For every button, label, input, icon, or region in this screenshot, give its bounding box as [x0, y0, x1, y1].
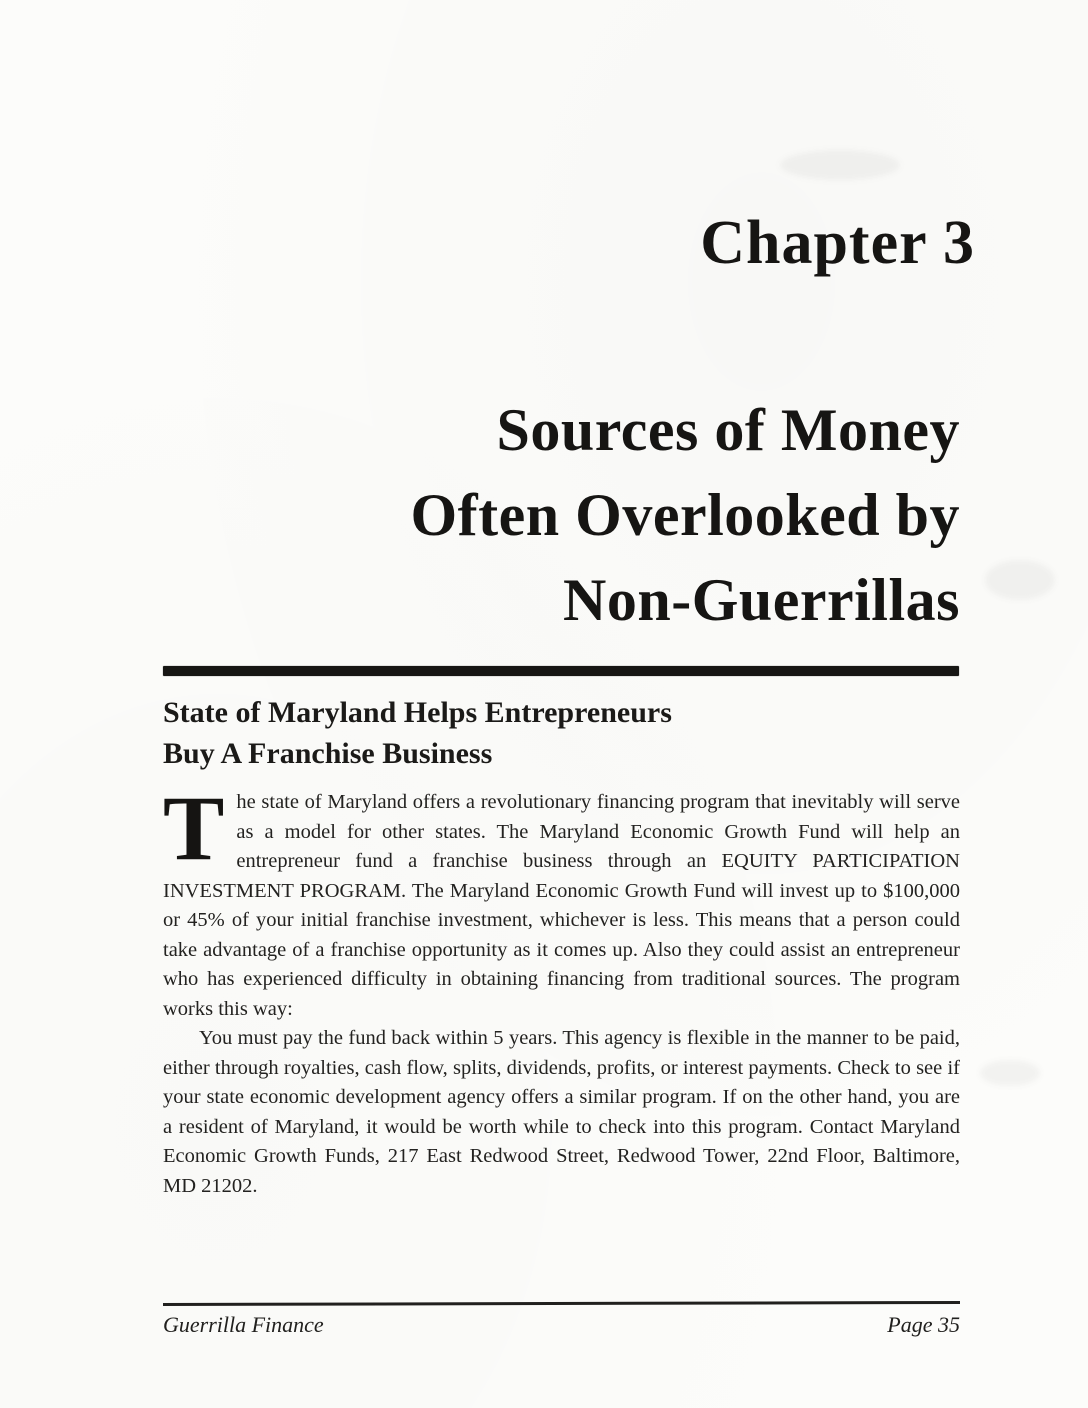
chapter-title-line-2: Often Overlooked by [410, 482, 960, 548]
chapter-label: Chapter 3 [700, 209, 975, 277]
chapter-title-line-3: Non-Guerrillas [563, 567, 960, 633]
chapter-title-line-1: Sources of Money [496, 397, 960, 463]
section-heading-line-2: Buy A Franchise Business [163, 737, 493, 770]
scan-smudge [780, 150, 900, 180]
chapter-title [140, 388, 960, 643]
footer-page-number: Page 35 [887, 1312, 960, 1337]
scan-smudge [980, 1060, 1040, 1086]
body-text [163, 777, 960, 1201]
footer-book-title: Guerrilla Finance [163, 1312, 324, 1337]
paragraph-1 [163, 777, 960, 1024]
section-divider-rule [163, 666, 959, 676]
section-heading [163, 692, 863, 774]
footer-rule [163, 1301, 960, 1306]
drop-cap: T [163, 777, 225, 879]
scan-smudge [985, 560, 1055, 600]
paragraph-2: You must pay the fund back within 5 years. This agency is flexible in the manner to be paid, either through royalties, cash flow, splits, dividends, profits, or interest payments. Check to see if your state economic development agency offers a similar program. If on the other hand, you are a resident of Maryland, it would be worth while to check into this program. Contact Maryland Economic Growth Funds, 217 East Redwood Street, Redwood Tower, 22nd Floor, Baltimore, MD 21202. [163, 1027, 960, 1197]
section-heading-line-1: State of Maryland Helps Entrepreneurs [163, 696, 672, 729]
paragraph-1-text: he state of Maryland offers a revolutionary financing program that inevitably will serve as a model for other states. The Maryland Economic Growth Fund will help an entrepreneur fund a franchise business through an EQUITY PARTICIPATION INVESTMENT PROGRAM. The Maryland Economic Growth Fund will invest up to $100,000 or 45% of your initial franchise investment, whichever is less. This means that a person could take advantage of a franchise opportunity as it comes up. Also they could assist an entrepreneur who has experienced difficulty in obtaining financing from traditional sources. The program works this way: [163, 791, 960, 1020]
page-footer [163, 1312, 960, 1338]
